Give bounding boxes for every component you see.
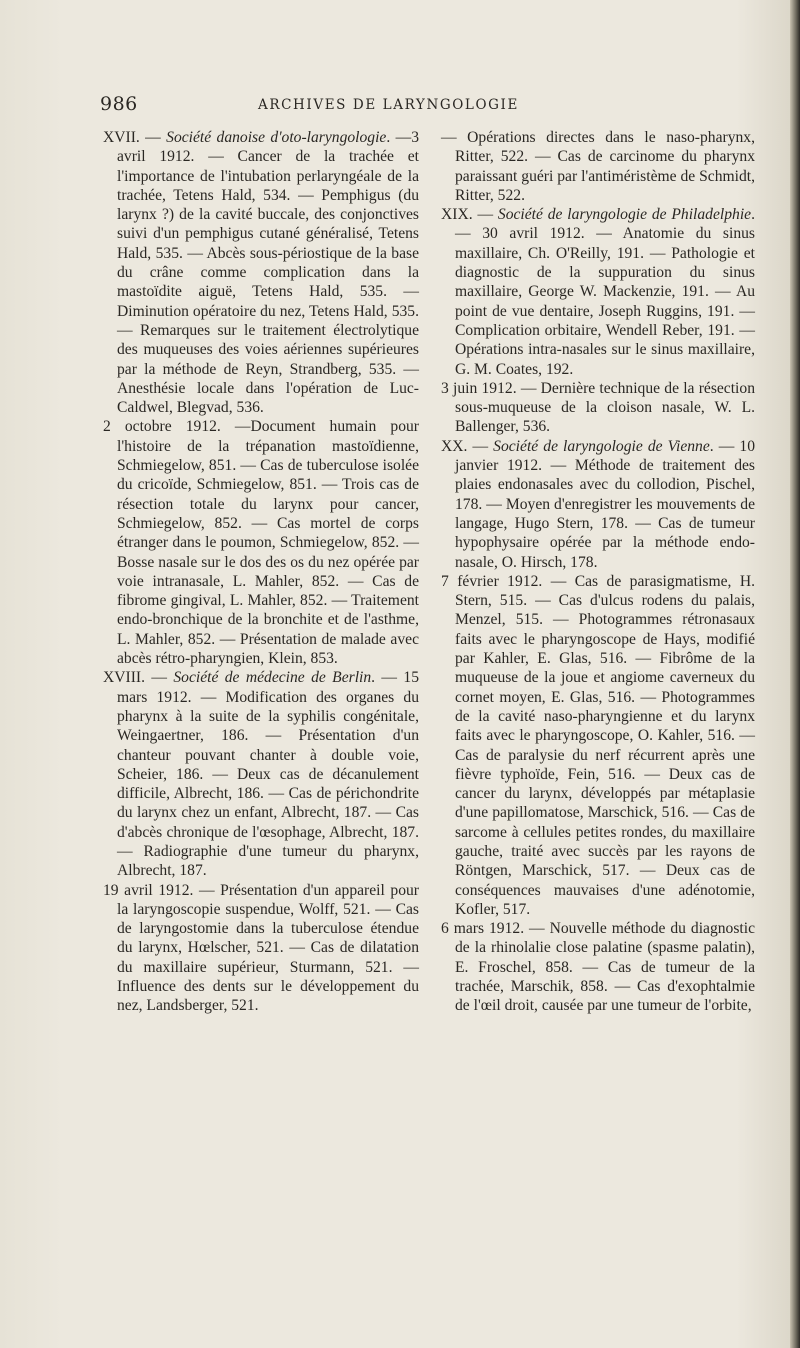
- society-name: Société de laryngologie de Vienne: [493, 437, 710, 455]
- entry-text: . — 15 mars 1912. — Modification des organes du pharynx à la suite de la syphilis congénitale, Weingaertner, 186. — Présentation d'un chanteur pouvant chanter à double voie, Scheier, 186. — Deux cas de décanulement difficile, Albrecht, 186. — Cas de périchondrite du larynx chez un enfant, Albrecht, 187. — Cas d'abcès chronique de l'œsophage, Albrecht, 187. — Radiographie d'une tumeur du pharynx, Albrecht, 187.: [117, 669, 419, 880]
- entry-lead: XVII. —: [103, 129, 167, 146]
- index-entry: [103, 417, 419, 668]
- entry-text: . —3 avril 1912. — Cancer de la trachée et l'importance de l'intubation perlaryngéale de la trachée, Tetens Hald, 534. — Pemphigus (du larynx ?) de la cavité buccale, des conjonctives suivi d'un pemphigus cutané généralisé, Tetens Hald, 535. — Abcès sous-périostique de la base du crâne comme complication dans la mastoïdite aiguë, Tetens Hald, 535. — Diminution opératoire du nez, Tetens Hald, 535. — Remarques sur le traitement électrolytique des muqueuses des voies aériennes supérieures par la méthode de Reyn, Strandberg, 535. — Anesthésie locale dans l'opération de Luc-Caldwel, Blegvad, 536.: [117, 129, 419, 417]
- entry-text: . — 10 janvier 1912. — Méthode de traitement des plaies endonasales avec du collodion, Pischel, 178. — Moyen d'enregistrer les mouvements de langage, Hugo Stern, 178. — Cas de tumeur hypophysaire opérée par la méthode endo-nasale, O. Hirsch, 178.: [455, 437, 755, 571]
- index-entry: [103, 881, 419, 1016]
- page-edge-shadow: [790, 0, 800, 1348]
- society-name: Société de laryngologie de Philadelphie: [497, 206, 752, 224]
- entry-lead: 2 octobre 1912.: [103, 418, 221, 436]
- entry-text: — Opérations directes dans le naso-pharynx, Ritter, 522. — Cas de carcinome du pharynx paraissant guéri par l'antiméristème de Schmidt, Ritter, 522.: [441, 129, 755, 204]
- index-entry: [441, 572, 755, 919]
- index-entry: [441, 128, 755, 205]
- society-name: Société danoise d'oto-laryngologie: [166, 129, 387, 146]
- entry-lead: XVIII. —: [103, 669, 174, 687]
- page-header: [0, 93, 800, 117]
- entry-text: —Document humain pour l'histoire de la trépanation mastoïdienne, Schmiegelow, 851. — Cas de tuberculose isolée du cricoïde, Schmiegelow, 851. — Trois cas de résection totale du larynx pour cancer, Schmiegelow, 852. — Cas mortel de corps étranger dans le poumon, Schmiegelow, 852. — Bosse nasale sur le dos des os du nez opérée par voie intranasale, L. Mahler, 852. — Cas de fibrome gingival, L. Mahler, 852. — Traitement endo-bronchique de la bronchite et de l'asthme, L. Mahler, 852. — Présentation de malade avec abcès rétro-pharyngien, Klein, 853.: [117, 418, 419, 668]
- index-entry: [441, 437, 755, 572]
- entry-text: — Nouvelle méthode du diagnostic de la rhinolalie close palatine (spasme palatin), E. Froschel, 858. — Cas de tumeur de la trachée, Marschik, 858. — Cas d'exophtalmie de l'œil droit, causée par une tumeur de l'orbite,: [455, 920, 755, 1015]
- index-entry: [441, 205, 755, 379]
- society-name: Société de médecine de Berlin: [173, 669, 372, 687]
- entry-text: . — 30 avril 1912. — Anatomie du sinus maxillaire, Ch. O'Reilly, 191. — Pathologie et diagnostic de la suppuration du sinus maxillaire, George W. Mackenzie, 191. — Au point de vue dentaire, Joseph Ruggins, 191. — Complication orbitaire, Wendell Reber, 191. — Opérations intra-nasales sur le sinus maxillaire, G. M. Coates, 192.: [455, 206, 755, 378]
- index-entry: [103, 668, 419, 880]
- entry-text: — Cas de parasigmatisme, H. Stern, 515. — Cas d'ulcus rodens du palais, Menzel, 515. — Photogrammes rétronasaux faits avec le pharyngoscope de Hays, modifié par Kahler, E. Glas, 516. — Fibrôme de la muqueuse de la joue et angiome caverneux du cornet moyen, E. Glas, 516. — Photogrammes de la cavité naso-pharyngienne et du larynx faits avec le pharyngoscope, O. Kahler, 516. — Cas de paralysie du nerf récurrent après une fièvre typhoïde, Fein, 516. — Deux cas de cancer du larynx, développés par métaplasie d'une papillomatose, Marschick, 516. — Cas de sarcome à cellules petites rondes, du maxillaire gauche, traité avec succès par les rayons de Röntgen, Marschick, 517. — Deux cas de conséquences mauvaises d'une adénotomie, Kofler, 517.: [455, 572, 755, 918]
- entry-text: — Présentation d'un appareil pour la laryngoscopie suspendue, Wolff, 521. — Cas de laryngostomie dans la tuberculose étendue du larynx, Hœlscher, 521. — Cas de dilatation du maxillaire supérieur, Sturmann, 521. — Influence des dents sur le développement du nez, Landsberger, 521.: [117, 881, 419, 1015]
- entry-text: — Dernière technique de la résection sous-muqueuse de la cloison nasale, W. L. Ballenger, 536.: [455, 379, 755, 436]
- right-column: [441, 128, 755, 1016]
- entry-lead: 19 avril 1912.: [103, 881, 194, 899]
- running-head: ARCHIVES DE LARYNGOLOGIE: [258, 97, 519, 113]
- page-number: 986: [100, 93, 138, 115]
- entry-lead: 3 juin 1912.: [441, 379, 517, 397]
- entry-lead: 7 février 1912.: [441, 572, 543, 590]
- index-entry: [441, 919, 755, 1015]
- left-column: [103, 128, 419, 1016]
- entry-lead: XX. —: [441, 437, 494, 455]
- entry-lead: XIX. —: [441, 206, 498, 224]
- entry-lead: 6 mars 1912.: [441, 920, 525, 938]
- index-entry: [441, 379, 755, 437]
- index-entry: [103, 128, 419, 417]
